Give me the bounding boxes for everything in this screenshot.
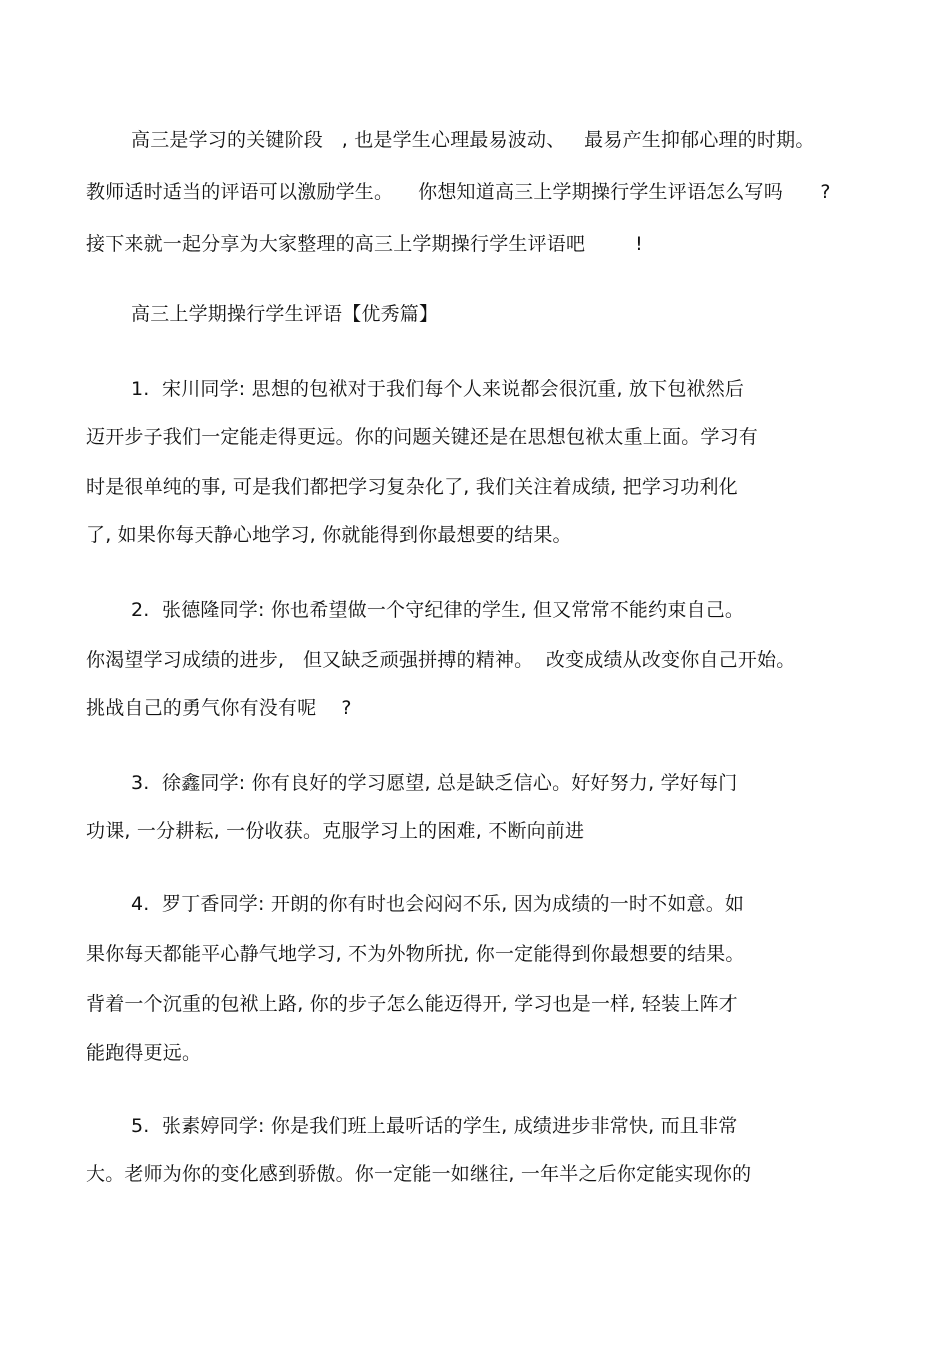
comment-line: 背着一个沉重的包袱上路, 你的步子怎么能迈得开, 学习也是一样, 轻装上阵才 — [86, 993, 738, 1015]
comment-line: 大。老师为你的变化感到骄傲。你一定能一如继往, 一年半之后你定能实现你的 — [86, 1163, 752, 1185]
comment-line: 迈开步子我们一定能走得更远。你的问题关键还是在思想包袱太重上面。学习有 — [86, 426, 759, 448]
section-heading: 高三上学期操行学生评语【优秀篇】 — [131, 303, 439, 325]
comment-line: 了, 如果你每天静心地学习, 你就能得到你最想要的结果。 — [86, 524, 572, 546]
comment-line: 挑战自己的勇气你有没有呢 ? — [86, 697, 352, 719]
comment-line: 果你每天都能平心静气地学习, 不为外物所扰, 你一定能得到你最想要的结果。 — [86, 943, 745, 965]
intro-line: 接下来就一起分享为大家整理的高三上学期操行学生评语吧 ! — [86, 233, 643, 255]
comment-line: 5. 张素婷同学: 你是我们班上最听话的学生, 成绩进步非常快, 而且非常 — [131, 1115, 738, 1137]
comment-line: 1. 宋川同学: 思想的包袱对于我们每个人来说都会很沉重, 放下包袱然后 — [131, 378, 745, 400]
comment-line: 2. 张德隆同学: 你也希望做一个守纪律的学生, 但又常常不能约束自己。 — [131, 599, 745, 621]
comment-line: 3. 徐鑫同学: 你有良好的学习愿望, 总是缺乏信心。好好努力, 学好每门 — [131, 772, 738, 794]
intro-line: 高三是学习的关键阶段 , 也是学生心理最易波动、 最易产生抑郁心理的时期。 — [131, 129, 815, 151]
comment-line: 你渴望学习成绩的进步, 但又缺乏顽强拼搏的精神。 改变成绩从改变你自己开始。 — [86, 649, 796, 671]
comment-line: 功课, 一分耕耘, 一份收获。克服学习上的困难, 不断向前进 — [86, 820, 585, 842]
intro-line: 教师适时适当的评语可以激励学生。 你想知道高三上学期操行学生评语怎么写吗 ? — [86, 181, 831, 203]
comment-line: 时是很单纯的事, 可是我们都把学习复杂化了, 我们关注着成绩, 把学习功利化 — [86, 476, 738, 498]
comment-line: 能跑得更远。 — [86, 1042, 202, 1064]
comment-line: 4. 罗丁香同学: 开朗的你有时也会闷闷不乐, 因为成绩的一时不如意。如 — [131, 893, 745, 915]
